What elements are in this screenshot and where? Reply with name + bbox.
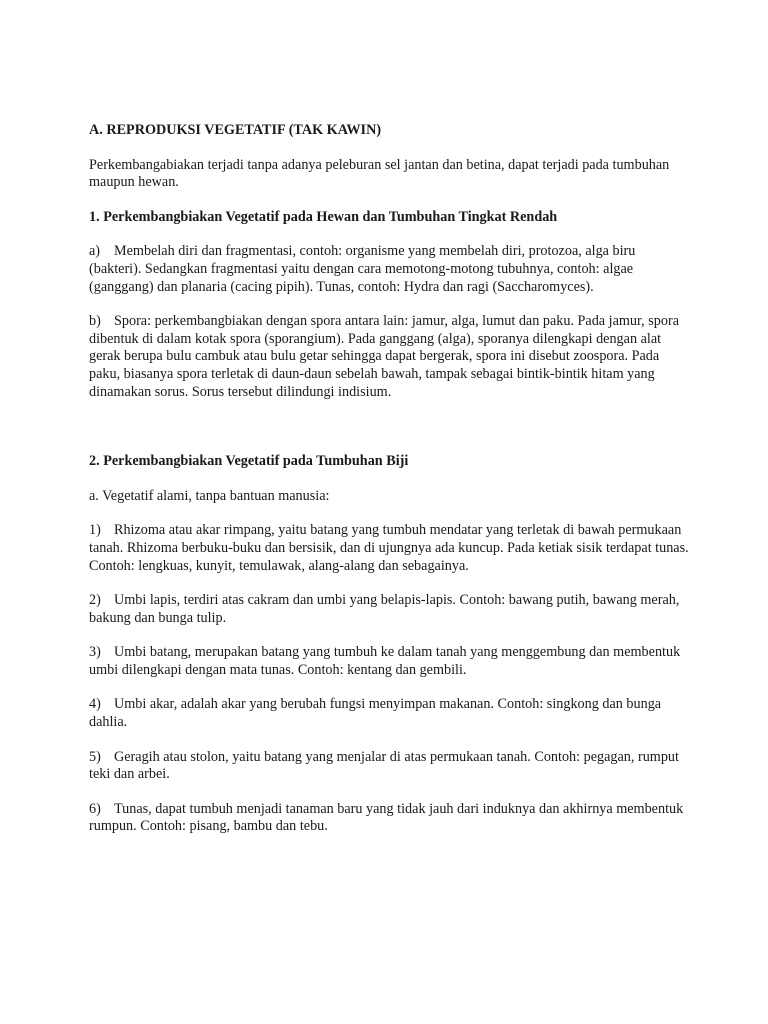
- item-label: 1): [89, 522, 101, 539]
- section-a-title: A. REPRODUKSI VEGETATIF (TAK KAWIN): [89, 122, 382, 138]
- item-text: Membelah diri dan fragmentasi, contoh: organisme yang membelah diri, protozoa, alga biru (bakteri). Sedangkan fragmentasi yaitu dengan cara memotong-motong tubuhnya, contoh: algae (ganggang) dan planaria (cacing pipih). Tunas, contoh: Hydra dan ragi (Saccharomyces).: [89, 243, 636, 295]
- section-1-item-b: [89, 313, 689, 401]
- section-2-item-5: [89, 749, 689, 784]
- section-2-subtitle: a. Vegetatif alami, tanpa bantuan manusia:: [89, 487, 330, 504]
- section-2-item-6: [89, 801, 689, 836]
- item-label: a): [89, 243, 101, 260]
- item-text: Umbi batang, merupakan batang yang tumbuh ke dalam tanah yang menggembung dan membentuk umbi dilengkapi dengan mata tunas. Contoh: kentang dan gembili.: [89, 644, 681, 678]
- section-2-title: 2. Perkembangbiakan Vegetatif pada Tumbuhan Biji: [89, 453, 409, 470]
- item-label: 5): [89, 748, 101, 765]
- section-2-item-2: [89, 592, 689, 627]
- item-text: Geragih atau stolon, yaitu batang yang menjalar di atas permukaan tanah. Contoh: pegagan, rumput teki dan arbei.: [89, 748, 679, 783]
- item-text: Rhizoma atau akar rimpang, yaitu batang yang tumbuh mendatar yang terletak di bawah permukaan tanah. Rhizoma berbuku-buku dan bersisik, dan di ujungnya ada kuncup. Pada ketiak sisik terdapat tunas. Contoh: lengkuas, kunyit, temulawak, alang-alang dan sebagainya.: [89, 522, 689, 574]
- document-page: [89, 122, 689, 836]
- item-text: Spora: perkembangbiakan dengan spora antara lain: jamur, alga, lumut dan paku. Pada jamur, spora dibentuk di dalam kotak spora (sporangium). Pada ganggang (alga), sporanya dilengkapi dengan alat gerak berupa bulu cambuk atau bulu getar sehingga dapat bergerak, spora ini disebut zoospora. Pada paku, biasanya spora terletak di daun-daun sebelah bawah, tampak sebagai bintik-bintik hitam yang dinamakan sorus. Sorus tersebut dilindungi indisium.: [89, 313, 679, 400]
- item-label: 6): [89, 800, 101, 817]
- item-label: 2): [89, 592, 101, 609]
- section-a-intro: Perkembangabiakan terjadi tanpa adanya peleburan sel jantan dan betina, dapat terjadi pada tumbuhan maupun hewan.: [89, 156, 670, 191]
- section-2-item-3: [89, 644, 689, 679]
- section-2-item-4: [89, 696, 689, 731]
- item-label: 4): [89, 696, 101, 713]
- section-2-item-1: [89, 522, 689, 575]
- item-label: 3): [89, 644, 101, 661]
- item-text: Tunas, dapat tumbuh menjadi tanaman baru yang tidak jauh dari induknya dan akhirnya membentuk rumpun. Contoh: pisang, bambu dan tebu.: [89, 800, 684, 835]
- section-1-item-a: [89, 243, 689, 296]
- item-label: b): [89, 313, 101, 330]
- section-1-title: 1. Perkembangbiakan Vegetatif pada Hewan dan Tumbuhan Tingkat Rendah: [89, 208, 558, 225]
- item-text: Umbi akar, adalah akar yang berubah fungsi menyimpan makanan. Contoh: singkong dan bunga dahlia.: [89, 696, 662, 731]
- item-text: Umbi lapis, terdiri atas cakram dan umbi yang belapis-lapis. Contoh: bawang putih, bawang merah, bakung dan bunga tulip.: [89, 592, 680, 626]
